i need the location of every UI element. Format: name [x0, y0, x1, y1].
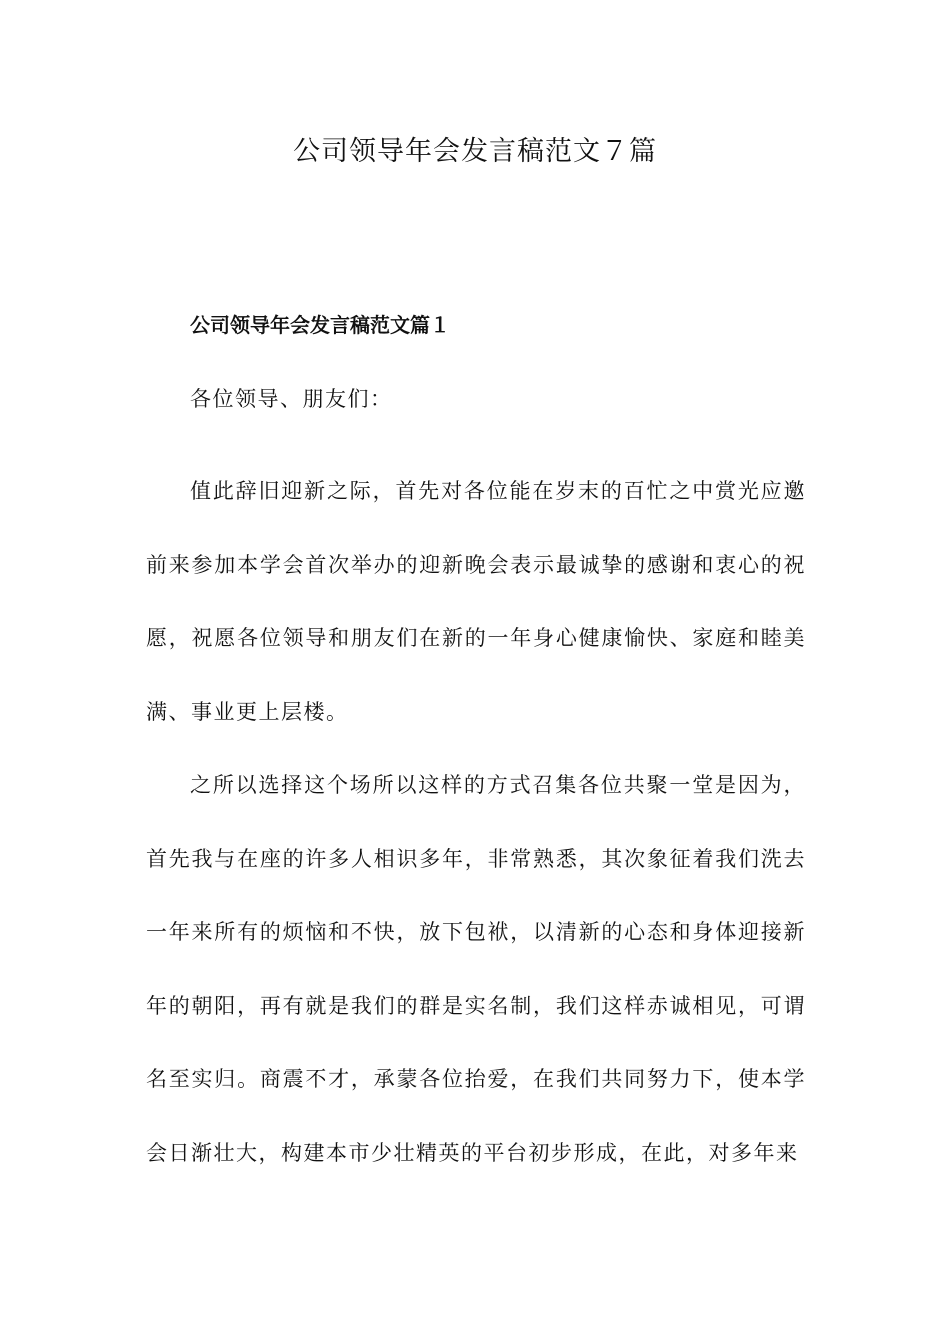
document-title: 公司领导年会发言稿范文７篇: [293, 136, 657, 167]
paragraph-1: 值此辞旧迎新之际，首先对各位能在岁末的百忙之中赏光应邀前来参加本学会首次举办的迎新晚会表示最诚挚的感谢和衷心的祝愿，祝愿各位领导和朋友们在新的一年身心健康愉快、家庭和睦美满、事业更上层楼。: [146, 479, 806, 724]
section-heading: 公司领导年会发言稿范文篇１: [190, 313, 450, 337]
salutation: 各位领导、朋友们：: [190, 387, 393, 411]
document-body: [146, 309, 806, 1190]
paragraph-2: 之所以选择这个场所以这样的方式召集各位共聚一堂是因为，首先我与在座的许多人相识多年，非常熟悉，其次象征着我们洗去一年来所有的烦恼和不快，放下包袱，以清新的心态和身体迎接新年的朝阳，再有就是我们的群是实名制，我们这样赤诚相见，可谓名至实归。商震不才，承蒙各位抬爱，在我们共同努力下，使本学会日渐壮大，构建本市少壮精英的平台初步形成，在此，对多年来: [146, 773, 806, 1165]
